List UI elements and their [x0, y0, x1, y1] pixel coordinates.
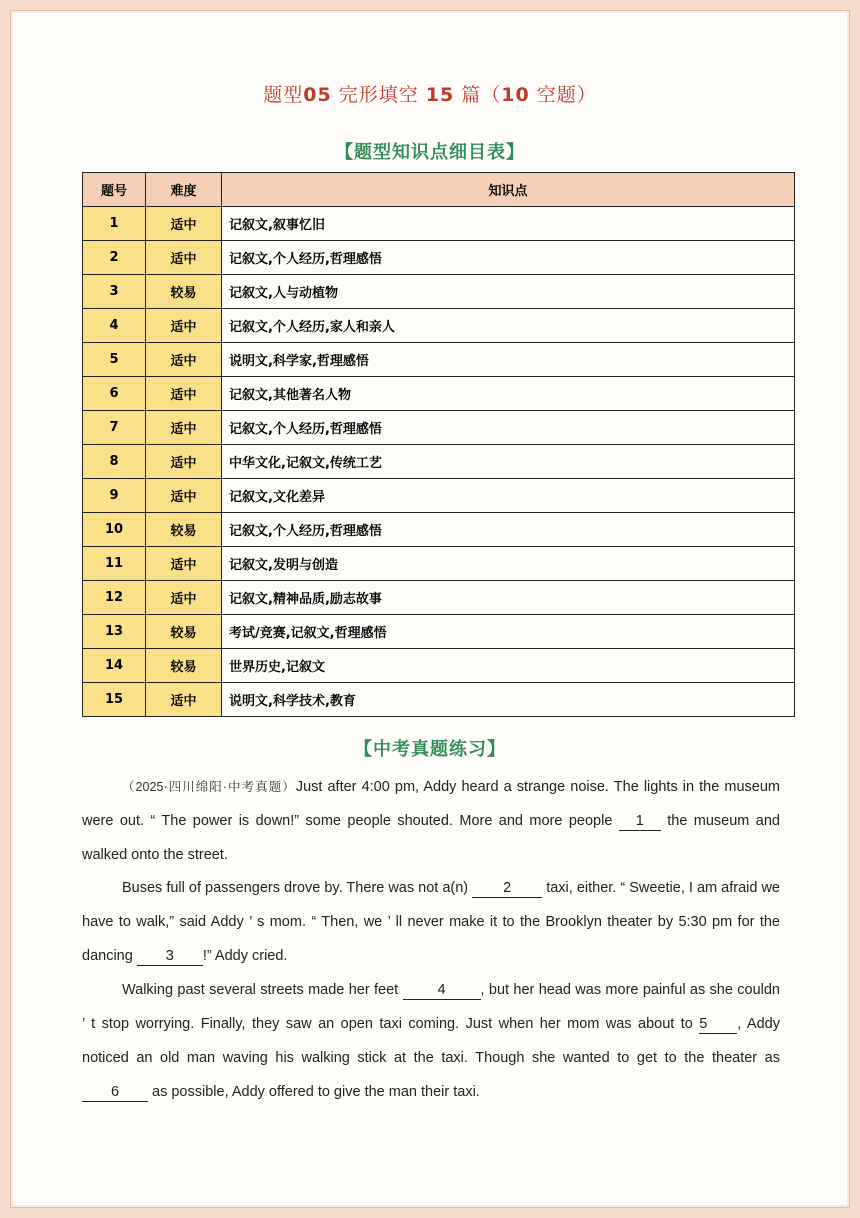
row-difficulty: 适中 — [146, 343, 222, 377]
row-number: 5 — [83, 343, 146, 377]
blank-3[interactable]: 3 — [137, 947, 203, 966]
row-knowledge-point: 记叙文,文化差异 — [222, 479, 795, 513]
blank-5[interactable]: 5 — [699, 1015, 737, 1034]
row-number: 11 — [83, 547, 146, 581]
table-row — [83, 343, 795, 377]
page-title: 题型05 完形填空 15 篇（10 空题） — [263, 84, 597, 106]
row-difficulty: 适中 — [146, 445, 222, 479]
table-row — [83, 207, 795, 241]
table-row — [83, 309, 795, 343]
row-difficulty: 较易 — [146, 615, 222, 649]
row-knowledge-point: 世界历史,记叙文 — [222, 649, 795, 683]
row-difficulty: 较易 — [146, 275, 222, 309]
table-title: 【题型知识点细目表】 — [335, 142, 525, 163]
row-number: 8 — [83, 445, 146, 479]
row-knowledge-point: 记叙文,个人经历,家人和亲人 — [222, 309, 795, 343]
row-knowledge-point: 考试/竞赛,记叙文,哲理感悟 — [222, 615, 795, 649]
table-row — [83, 275, 795, 309]
row-difficulty: 适中 — [146, 309, 222, 343]
blank-2[interactable]: 2 — [472, 879, 542, 898]
passage-paragraph-1: （2025·四川绵阳·中考真题）Just after 4:00 pm, Addy heard a strange noise. The lights in the museum were out. “ The power is down!” some people shouted. More and more people 1 the museum and walked onto the street. — [82, 779, 780, 863]
table-row — [83, 411, 795, 445]
row-knowledge-point: 记叙文,精神品质,励志故事 — [222, 581, 795, 615]
practice-title: 【中考真题练习】 — [354, 739, 506, 760]
row-knowledge-point: 记叙文,发明与创造 — [222, 547, 795, 581]
row-difficulty: 适中 — [146, 479, 222, 513]
row-number: 6 — [83, 377, 146, 411]
row-number: 1 — [83, 207, 146, 241]
row-number: 12 — [83, 581, 146, 615]
header-difficulty: 难度 — [146, 173, 222, 207]
row-number: 3 — [83, 275, 146, 309]
table-row — [83, 683, 795, 717]
row-difficulty: 适中 — [146, 241, 222, 275]
row-number: 10 — [83, 513, 146, 547]
table-row — [83, 581, 795, 615]
row-knowledge-point: 记叙文,个人经历,哲理感悟 — [222, 411, 795, 445]
row-knowledge-point: 说明文,科学技术,教育 — [222, 683, 795, 717]
row-difficulty: 适中 — [146, 547, 222, 581]
row-knowledge-point: 记叙文,其他著名人物 — [222, 377, 795, 411]
row-knowledge-point: 中华文化,记叙文,传统工艺 — [222, 445, 795, 479]
knowledge-table — [82, 172, 795, 717]
table-header-row — [83, 173, 795, 207]
table-row — [83, 547, 795, 581]
row-number: 9 — [83, 479, 146, 513]
table-row — [83, 479, 795, 513]
table-row — [83, 615, 795, 649]
row-difficulty: 较易 — [146, 513, 222, 547]
row-number: 2 — [83, 241, 146, 275]
row-knowledge-point: 记叙文,个人经历,哲理感悟 — [222, 513, 795, 547]
header-knowledge-point: 知识点 — [222, 173, 795, 207]
table-row — [83, 377, 795, 411]
row-knowledge-point: 说明文,科学家,哲理感悟 — [222, 343, 795, 377]
row-difficulty: 适中 — [146, 411, 222, 445]
table-row — [83, 649, 795, 683]
blank-4[interactable]: 4 — [403, 981, 481, 1000]
row-number: 4 — [83, 309, 146, 343]
table-row — [83, 445, 795, 479]
row-number: 13 — [83, 615, 146, 649]
blank-1[interactable]: 1 — [619, 812, 661, 831]
row-difficulty: 适中 — [146, 683, 222, 717]
table-row — [83, 513, 795, 547]
row-knowledge-point: 记叙文,个人经历,哲理感悟 — [222, 241, 795, 275]
row-difficulty: 适中 — [146, 207, 222, 241]
question-source: （2025·四川绵阳·中考真题） — [122, 780, 296, 794]
table-row — [83, 241, 795, 275]
row-difficulty: 适中 — [146, 377, 222, 411]
blank-6[interactable]: 6 — [82, 1083, 148, 1102]
row-number: 7 — [83, 411, 146, 445]
row-difficulty: 较易 — [146, 649, 222, 683]
row-number: 14 — [83, 649, 146, 683]
row-number: 15 — [83, 683, 146, 717]
row-knowledge-point: 记叙文,人与动植物 — [222, 275, 795, 309]
row-knowledge-point: 记叙文,叙事忆旧 — [222, 207, 795, 241]
passage-paragraph-3: Walking past several streets made her feet 4 , but her head was more painful as she couldn ’ t stop worrying. Finally, they saw an open taxi coming. Just when her mom was about to 5 , Addy noticed an old man waving his walking stick at the taxi. Though she wanted to get to the theater as 6 as possible, Addy offered to give the man their taxi. — [82, 982, 780, 1100]
row-difficulty: 适中 — [146, 581, 222, 615]
header-number: 题号 — [83, 173, 146, 207]
passage-paragraph-2: Buses full of passengers drove by. There was not a(n) 2 taxi, either. “ Sweetie, I am afraid we have to walk,” said Addy ’ s mom. “ Then, we ’ ll never make it to the Brooklyn theater by 5:30 pm for the dancing 3 !” Addy cried. — [82, 880, 780, 964]
